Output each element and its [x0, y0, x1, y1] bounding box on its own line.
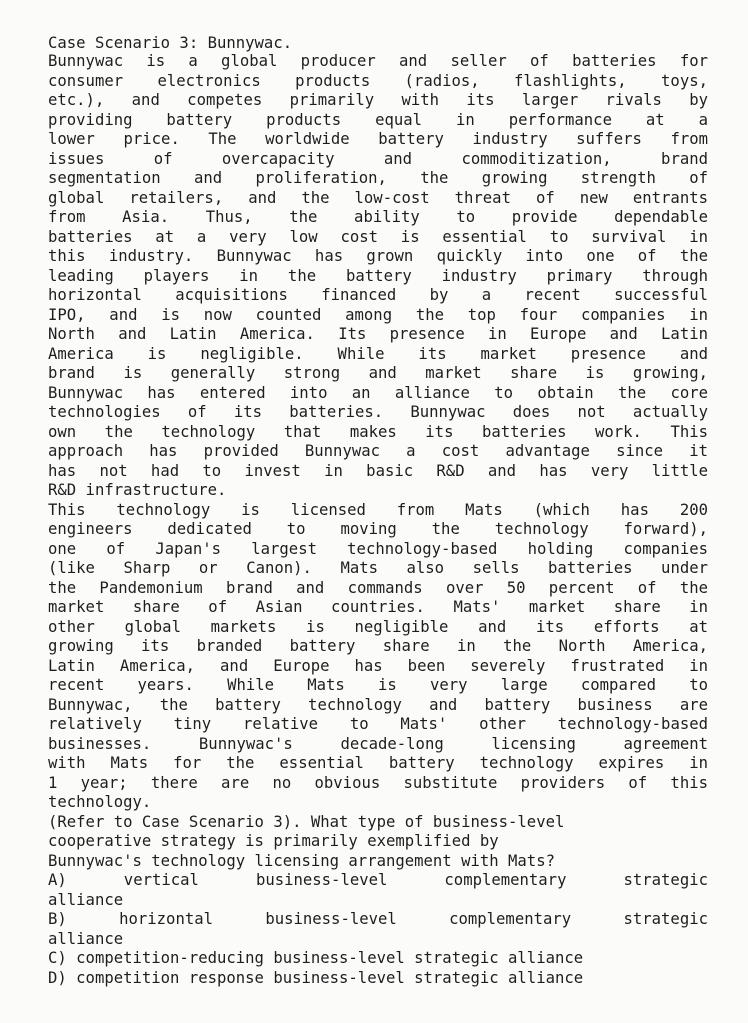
- paragraph-line: Bunnywac has entered into an alliance to obtain the core: [48, 383, 708, 402]
- paragraph-line: technology.: [48, 793, 152, 811]
- question: [48, 813, 708, 872]
- paragraph-line: has not had to invest in basic R&D and has very little: [48, 461, 708, 480]
- paragraph-line: 1 year; there are no obvious substitute providers of this: [48, 773, 708, 792]
- paragraph-1: [48, 52, 708, 501]
- paragraph-line: engineers dedicated to moving the technology forward),: [48, 520, 708, 538]
- paragraph-line: etc.), and competes primarily with its larger rivals by: [48, 91, 708, 109]
- paragraph-line: lower price. The worldwide battery industry suffers from: [48, 130, 708, 148]
- answer-options: [48, 871, 708, 988]
- paragraph-line: recent years. While Mats is very large compared to: [48, 676, 708, 694]
- paragraph-line: horizontal acquisitions financed by a recent successful: [48, 286, 708, 304]
- paragraph-line: consumer electronics products (radios, flashlights, toys,: [48, 71, 708, 90]
- paragraph-line: America is negligible. While its market presence and: [48, 344, 708, 363]
- paragraph-line: leading players in the battery industry primary through: [48, 266, 708, 285]
- option-b-line: B) horizontal business-level complementary strategic: [48, 910, 708, 928]
- question-line: (Refer to Case Scenario 3). What type of business-level: [48, 812, 565, 831]
- paragraph-line: one of Japan's largest technology-based holding companies: [48, 539, 708, 558]
- option-d[interactable]: [48, 969, 708, 989]
- paragraph-line: segmentation and proliferation, the growing strength of: [48, 169, 708, 187]
- option-b[interactable]: [48, 910, 708, 949]
- paragraph-line: Bunnywac is a global producer and seller of batteries for: [48, 52, 708, 70]
- paragraph-line: approach has provided Bunnywac a cost advantage since it: [48, 442, 708, 460]
- question-line: Bunnywac's technology licensing arrangement with Mats?: [48, 851, 555, 870]
- paragraph-line: businesses. Bunnywac's decade-long licensing agreement: [48, 734, 708, 753]
- paragraph-line: Bunnywac, the battery technology and battery business are: [48, 695, 708, 714]
- paragraph-line: global retailers, and the low-cost threat of new entrants: [48, 188, 708, 207]
- paragraph-line: (like Sharp or Canon). Mats also sells batteries under: [48, 559, 708, 577]
- paragraph-line: Latin America, and Europe has been severely frustrated in: [48, 656, 708, 675]
- paragraph-line: batteries at a very low cost is essential to survival in: [48, 227, 708, 246]
- option-c[interactable]: [48, 949, 708, 969]
- paragraph-line: with Mats for the essential battery technology expires in: [48, 754, 708, 772]
- paragraph-line: R&D infrastructure.: [48, 481, 227, 499]
- option-d-line: D) competition response business-level strategic alliance: [48, 968, 584, 987]
- paragraph-line: the Pandemonium brand and commands over 50 percent of the: [48, 578, 708, 597]
- paragraph-line: relatively tiny relative to Mats' other technology-based: [48, 715, 708, 733]
- option-a[interactable]: [48, 871, 708, 910]
- paragraph-line: this industry. Bunnywac has grown quickly into one of the: [48, 247, 708, 265]
- paragraph-line: IPO, and is now counted among the top four companies in: [48, 305, 708, 324]
- paragraph-line: from Asia. Thus, the ability to provide dependable: [48, 208, 708, 226]
- paragraph-line: technologies of its batteries. Bunnywac does not actually: [48, 403, 708, 421]
- paragraph-line: own the technology that makes its batteries work. This: [48, 422, 708, 441]
- question-line: cooperative strategy is primarily exemplified by: [48, 832, 499, 850]
- option-a-continuation: alliance: [48, 890, 124, 909]
- option-b-continuation: alliance: [48, 929, 124, 948]
- paragraph-line: This technology is licensed from Mats (which has 200: [48, 500, 708, 519]
- document-page: [48, 34, 708, 988]
- paragraph-line: other global markets is negligible and its efforts at: [48, 617, 708, 636]
- option-a-line: A) vertical business-level complementary strategic: [48, 871, 708, 889]
- paragraph-line: brand is generally strong and market share is growing,: [48, 364, 708, 382]
- paragraph-line: providing battery products equal in performance at a: [48, 110, 708, 129]
- paragraph-line: North and Latin America. Its presence in Europe and Latin: [48, 325, 708, 343]
- paragraph-line: growing its branded battery share in the North America,: [48, 637, 708, 655]
- paragraph-line: market share of Asian countries. Mats' market share in: [48, 598, 708, 616]
- paragraph-2: [48, 501, 708, 813]
- option-c-line: C) competition-reducing business-level strategic alliance: [48, 949, 584, 967]
- paragraph-line: issues of overcapacity and commoditization, brand: [48, 149, 708, 168]
- case-title: Case Scenario 3: Bunnywac.: [48, 34, 293, 52]
